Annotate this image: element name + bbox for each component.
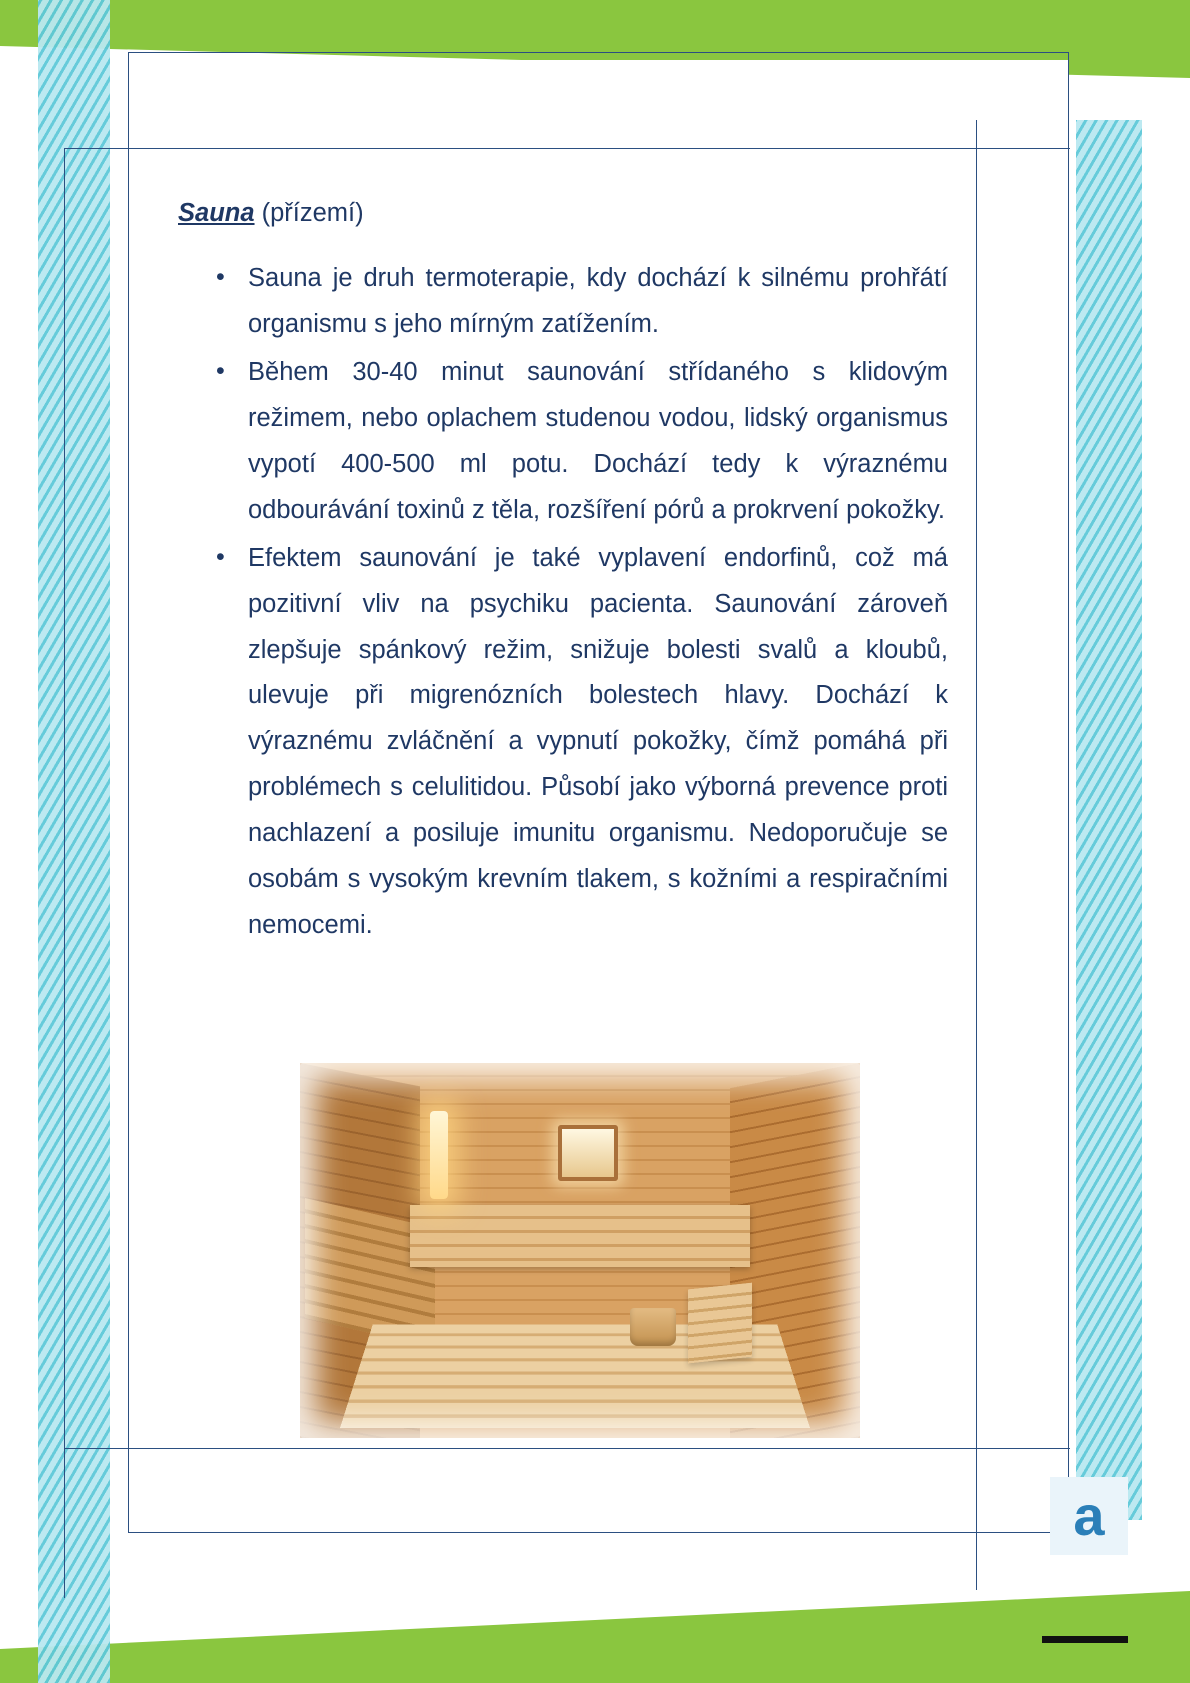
left-hatched-stripe (38, 0, 110, 1683)
list-item: • Během 30-40 minut saunování střídaného s klidovým režimem, nebo oplachem studenou vodou, lidský organismus vypotí 400-500 ml potu. Dochází tedy k výraznému odbourávání toxinů z těla, rozšíření pórů a prokrvení pokožky. (248, 350, 948, 534)
list-item: • Sauna je druh termoterapie, kdy dochází k silnému prohřátí organismu s jeho mírným zatížením. (248, 256, 948, 348)
logo-mark: a (1073, 1484, 1105, 1547)
frame-rule-top-outer (128, 52, 1068, 53)
sauna-photo (300, 1063, 860, 1438)
page-title-qualifier: (přízemí) (261, 199, 364, 227)
frame-rule-left-outer (128, 52, 129, 1532)
frame-rule-bottom-outer (128, 1532, 1068, 1533)
frame-rule-right-outer (1068, 52, 1069, 1532)
frame-rule-left-inner (64, 148, 65, 1598)
logo (1050, 1477, 1128, 1555)
footer-bar (1042, 1636, 1128, 1643)
page-title-term: Sauna (178, 199, 255, 227)
page-title (178, 196, 948, 230)
document-content (178, 196, 948, 949)
bottom-green-band (0, 1553, 1190, 1683)
frame-rule-right-inner (976, 120, 977, 1590)
frame-rule-top-inner (64, 148, 1070, 149)
sauna-photo-image (300, 1063, 860, 1438)
list-item: • Efektem saunování je také vyplavení endorfinů, což má pozitivní vliv na psychiku pacienta. Saunování zároveň zlepšuje spánkový režim, snižuje bolesti svalů a kloubů, ulevuje při migrenózních bolestech hlavy. Dochází k výraznému zvláčnění a vypnutí pokožky, čímž pomáhá při problémech s celulitidou. Působí jako výborná prevence proti nachlazení a posiluje imunitu organismu. Nedoporučuje se osobám s vysokým krevním tlakem, s kožními a respiračními nemocemi. (248, 536, 948, 949)
right-hatched-stripe (1076, 120, 1142, 1520)
sauna-photo-vignette (300, 1063, 860, 1438)
bullet-list (178, 256, 948, 948)
frame-rule-bottom-inner (64, 1448, 1070, 1449)
